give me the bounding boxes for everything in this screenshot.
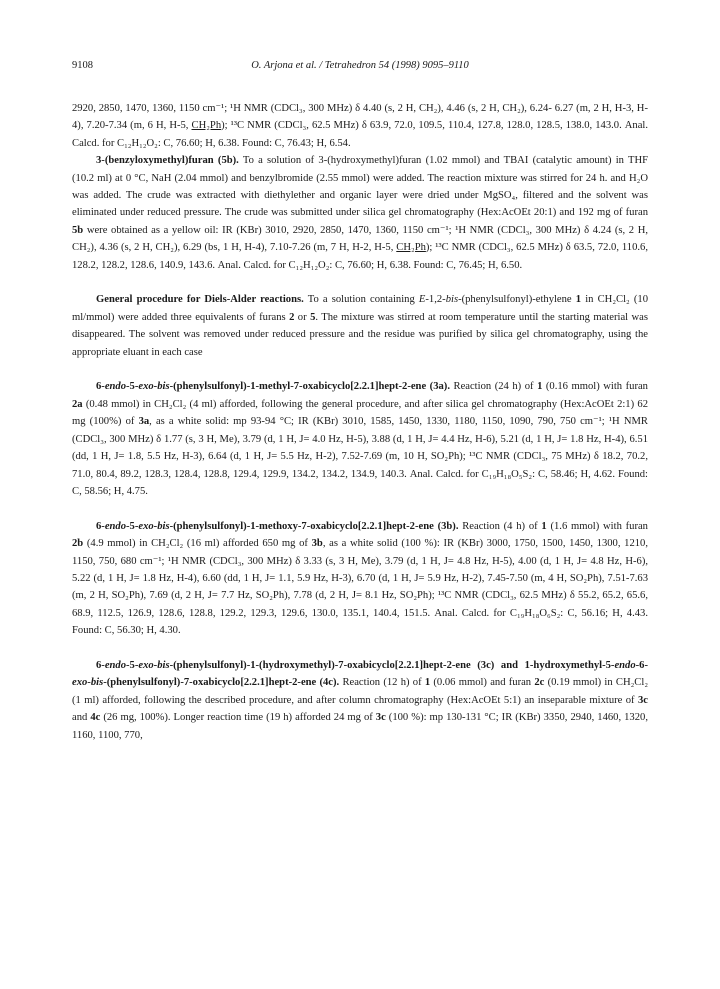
text-line: 6.27 (m, 2 H, H-3, H-4), 7.20-7.34 (m, 6 H, H-5, (72, 103, 648, 132)
paragraph-text: Reaction (24 h) of (449, 381, 538, 393)
text-line: 110.4, 127.8, 128.0, 128.5, 138.0, 143.0. Anal. Calcd. for C₁₂H₁₂O₂: C, 76.60; H, 6.38. Found: C, 76.43; H, (72, 120, 649, 149)
paragraph-gap (72, 361, 648, 378)
compound-ref: 3c (638, 694, 648, 706)
paragraph-compound-3c-4c (72, 657, 648, 744)
compound-ref: 4c (90, 712, 101, 724)
paragraph-text: -(phenylsulfonyl)-ethylene (458, 294, 576, 306)
compound-heading: 6-endo-5-exo-bis-(phenylsulfonyl)-1-(hydroxymethyl)-7-oxabicyclo[2.2.1]hept-2-ene (3c) and 1-hydroxymethyl-5-endo-6-exo-bis-(phenylsulfonyl)-7-oxabicyclo[2.2.1]hept-2-ene (4c). (72, 659, 648, 689)
paragraph-text: -1,2- (425, 294, 446, 306)
compound-ref: 1 (424, 677, 431, 689)
paragraph-text: (0.19 mmol) in CH₂Cl₂ (1 ml) afforded, following the described procedure, and after column chromatography (Hex:AcOEt 5:1) an inseparable mixture of (72, 677, 649, 706)
compound-ref: 3c (375, 712, 386, 724)
paragraph-text: (0.48 mmol) in CH₂Cl₂ (4 ml) afforded, following the general procedure, and after silica gel chromatography (Hex:AcOEt 2:1) 62 mg (100%) of (72, 398, 648, 428)
paragraph-text: were obtained as a yellow oil: IR (KBr) 3010, 2920, 2850, 1470, 1360, 1150 cm⁻¹; ¹H NMR (CDCl₃, 300 MHz) δ 4.24 (s, 2 H, CH₂), 4.36 (s, 2 H, CH₂), 6.29 (bs, 1 H, H-4), 7.10-7.26 (m, 7 H, H-2, H-5, (72, 224, 648, 254)
paragraph-compound-3b (72, 518, 648, 640)
compound-ref: 1 (575, 294, 582, 306)
paragraph-text: (4.9 mmol) in CH₂Cl₂ (16 ml) afforded 650 mg of (83, 538, 312, 550)
paragraph-text: Reaction (4 h) of (458, 520, 542, 532)
paragraph-gap (72, 274, 648, 291)
paragraph-text: or (294, 311, 311, 323)
paragraph-text: , as a white solid: mp 93-94 °C; IR (KBr) 3010, 1585, 1450, 1330, 1180, 1150, 1090, 790, 750 cm⁻¹; ¹H NMR (CDCl₃, 300 MHz) δ 1.77 (s, 3 H, Me), 3.79 (d, 1 H, J= 4.0 Hz, H-5), 3.88 (d, 1 H, J= 4.4 Hz, H-6), 5.21 (d, 1 H, J= 1.8 Hz, H-4), 6.51 (dd, 1 H, J= 1.8, 5.5 Hz, H-3), 6.64 (d, 1 H, J= 5.5 Hz, H-2), 7.52-7.69 (m, 10 H, SO₂Ph); ¹³C NMR (CDCl₃, 75 MHz) δ 18.2, 70.2, 71.0, 80.4, 89.2, 128.3, 128.4, 128.8, 129.4, 129.9, 134.2, 134.2, 134.9, 140.3. Anal. Calcd. for C₁₉H₁₈O₅S₂: C, 58.46; H, 4.62. Found: C, 58.56; H, 4.75. (72, 416, 648, 497)
paragraph-text: To a solution containing (303, 294, 419, 306)
page-number: 9108 (72, 60, 93, 71)
underlined-text: CH₂Ph (191, 120, 222, 132)
compound-ref: 3a (138, 416, 150, 428)
paragraph-text: (26 mg, 100%). Longer reaction time (19 h) afforded 24 mg of (100, 712, 376, 724)
underlined-text: CH₂Ph (396, 242, 426, 254)
section-heading: General procedure for Diels-Alder reactions. (96, 294, 304, 306)
paragraph-text: (0.06 mmol) and furan (430, 677, 535, 689)
compound-ref: 1 (537, 381, 543, 393)
paragraph-continued-spectral-data (72, 100, 648, 152)
compound-ref: 5 (310, 311, 316, 323)
running-head: O. Arjona et al. / Tetrahedron 54 (1998) 9095–9110 (251, 60, 469, 71)
paragraph-text: (0.16 mmol) with furan (542, 381, 648, 393)
compound-ref: 2b (72, 538, 84, 550)
compound-ref: 2c (534, 677, 545, 689)
paragraph-text: Reaction (12 h) of (339, 677, 425, 689)
paragraph-text: , as a white solid (100 %): IR (KBr) 3000, 1750, 1500, 1450, 1300, 1210, 1150, 750, 680 cm⁻¹; ¹H NMR (CDCl₃, 300 MHz) δ 3.33 (s, 3 H, Me), 3.79 (d, 1 H, J= 4.8 Hz, H-5), 4.00 (d, 1 H, J= 4.8 Hz, H-6), 5.22 (d, 1 H, J= 1.8 Hz, H-4), 6.60 (dd, 1 H, J= 1.1, 5.9 Hz, H-3), 6.70 (d, 1 H, J= 5.9 Hz, H-2), 7.45-7.50 (m, 4 H, SO₂Ph), 7.51-7.63 (m, 2 H, SO₂Ph), 7.69 (d, 2 H, J= 7.7 Hz, SO₂Ph), 7.78 (d, 2 H, J= 8.1 Hz, SO₂Ph); ¹³C NMR (CDCl₃, 62.5 MHz) δ 55.2, 65.2, 65.6, 68.9, 112.5, 126.9, 128.6, 128.8, 129.2, 129.3, 129.6, 130.0, 135.1, 140.4, 151.5. Anal. Calcd. for C₁₉H₁₈O₆S₂: C, 56.16; H, 4.43. Found: C, 56.30; H, 4.30. (72, 538, 648, 637)
compound-heading: 6-endo-5-exo-bis-(phenylsulfonyl)-1-methyl-7-oxabicyclo[2.2.1]hept-2-ene (3a). (96, 381, 450, 393)
compound-heading: 6-endo-5-exo-bis-(phenylsulfonyl)-1-methoxy-7-oxabicyclo[2.2.1]hept-2-ene (3b). (96, 520, 459, 532)
paragraph-text: and (72, 712, 91, 724)
body-text (72, 100, 648, 744)
compound-ref: 3b (311, 538, 323, 550)
text-line: 6.54. (329, 137, 351, 149)
paragraph-text: (1.6 mmol) with furan (546, 520, 648, 532)
italic-text: bis (445, 294, 459, 306)
paragraph-text: ); ¹³C NMR (CDCl₃, 62.5 MHz) δ 63.5, 72.0, 110.6, 128.2, 128.2, 128.6, 140.9, 143.6. Anal. Calcd. for C₁₂H₁₂O₂: C, 76.60; H, 6.38. Found: C, 76.45; H, 6.50. (72, 242, 648, 271)
compound-heading: 3-(benzyloxymethyl)furan (5b). (96, 155, 239, 167)
paragraph-text: (100 %): mp 130-131 °C; IR (KBr) 3350, 2940, 1460, 1320, 1160, 1100, 770, (72, 712, 648, 741)
compound-ref: 1 (541, 520, 547, 532)
paragraph-compound-5b (72, 152, 648, 274)
paragraph-gap (72, 500, 648, 517)
paragraph-gap (72, 640, 648, 657)
paragraph-general-procedure (72, 291, 648, 361)
paragraph-text: in CH₂Cl₂ (10 ml/mmol) were added three equivalents of furans (72, 294, 649, 323)
compound-ref: 2a (72, 398, 83, 410)
compound-ref: 5b (72, 224, 84, 236)
paragraph-compound-3a (72, 378, 648, 500)
text-line: 2920, 2850, 1470, 1360, 1150 cm⁻¹; ¹H NMR (CDCl₃, 300 MHz) δ 4.40 (s, 2 H, CH₂), 4.46 (s, 2 H, CH₂), 6.24- (72, 103, 552, 114)
paragraph-text: To a solution of 3-(hydroxymethyl)furan (1.02 mmol) and TBAI (catalytic amount) in THF (10.2 ml) at 0 °C, NaH (2.04 mmol) and benzylbromide (2.55 mmol) were added. The reaction mixture was stirred for 24 h. and H₂O was added. The crude was extracted with diethylether and organic layer were dried under MgSO₄, filtered and the solvent was eliminated under reduced pressure. The crude was submitted under silica gel chromatography (Hex:AcOEt 20:1) and 192 mg of furan (72, 155, 648, 219)
compound-ref: 2 (289, 311, 295, 323)
text-line: ); ¹³C NMR (CDCl₃, 62.5 MHz) δ 63.9, 72.0, 109.5, (221, 120, 445, 132)
paragraph-text: . The mixture was stirred at room temperature until the starting material was disappeared. The solvent was removed under reduced pressure and the residue was purified by silica gel chromatography, using the appropriate eluant in each case (72, 311, 649, 358)
page-header (72, 60, 648, 76)
italic-text: E (418, 294, 426, 306)
